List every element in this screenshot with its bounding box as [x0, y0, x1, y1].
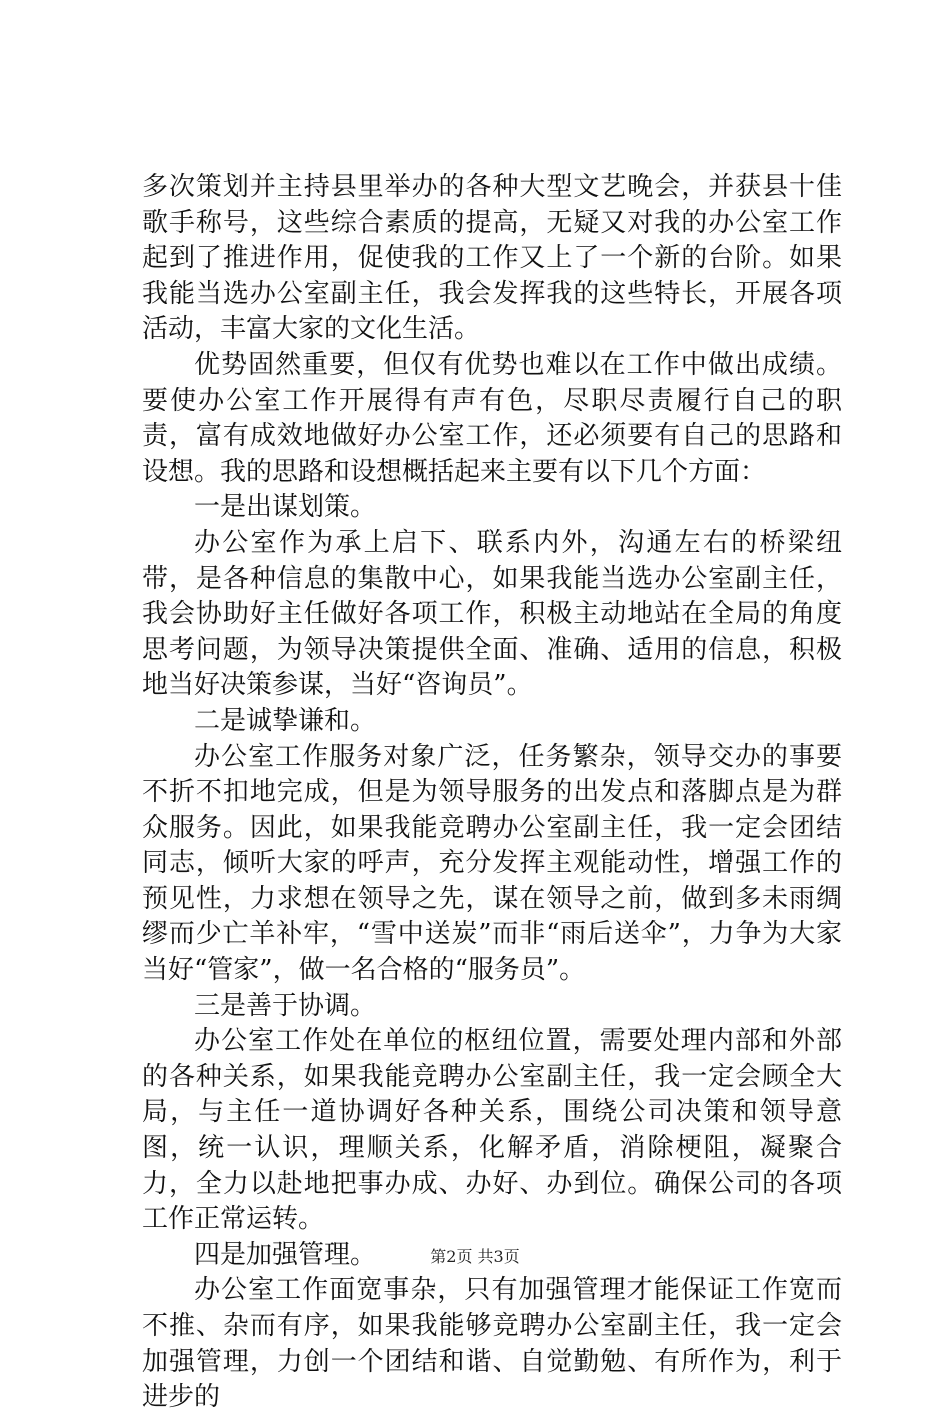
section-heading: 二是诚挚谦和。 [194, 705, 377, 736]
section-heading: 四是加强管理。 [194, 1239, 377, 1270]
paragraph: 多次策划并主持县里举办的各种大型文艺晚会，并获县十佳歌手称号，这些综合素质的提高，无疑又对我的办公室工作起到了推进作用，促使我的工作又上了一个新的台阶。如果我能当选办公室副主任，我会发挥我的这些特长，开展各项活动，丰富大家的文化生活。 [142, 172, 842, 345]
section-heading: 三是善于协调。 [194, 990, 377, 1021]
paragraph: 办公室工作服务对象广泛，任务繁杂，领导交办的事要不折不扣地完成，但是为领导服务的出发点和落脚点是为群众服务。因此，如果我能竞聘办公室副主任，我一定会团结同志，倾听大家的呼声，充分发挥主观能动性，增强工作的预见性，力求想在领导之先，谋在领导之前，做到多未雨绸缪而少亡羊补牢，“雪中送炭”而非“雨后送伞”，力争为大家当好“管家”，做一名合格的“服务员”。 [142, 741, 842, 986]
section-heading: 一是出谋划策。 [194, 492, 377, 523]
paragraph: 办公室工作面宽事杂，只有加强管理才能保证工作宽而不推、杂而有序，如果我能够竞聘办公室副主任，我一定会加强管理，力创一个团结和谐、自觉勤勉、有所作为，利于进步的 [142, 1275, 842, 1413]
paragraph: 办公室作为承上启下、联系内外，沟通左右的桥梁纽带，是各种信息的集散中心，如果我能当选办公室副主任，我会协助好主任做好各项工作，积极主动地站在全局的角度思考问题，为领导决策提供全面、准确、适用的信息，积极地当好决策参谋，当好“咨询员”。 [142, 527, 842, 701]
page-number-footer: 第2页 共3页 [430, 1247, 520, 1266]
document-body [142, 170, 842, 1416]
paragraph: 优势固然重要，但仅有优势也难以在工作中做出成绩。要使办公室工作开展得有声有色，尽职尽责履行自己的职责，富有成效地做好办公室工作，还必须要有自己的思路和设想。我的思路和设想概括起来主要有以下几个方面： [142, 349, 842, 487]
paragraph: 办公室工作处在单位的枢纽位置，需要处理内部和外部的各种关系，如果我能竞聘办公室副主任，我一定会顾全大局，与主任一道协调好各种关系，围绕公司决策和领导意图，统一认识，理顺关系，化解矛盾，消除梗阻，凝聚合力，全力以赴地把事办成、办好、办到位。确保公司的各项工作正常运转。 [142, 1026, 842, 1235]
